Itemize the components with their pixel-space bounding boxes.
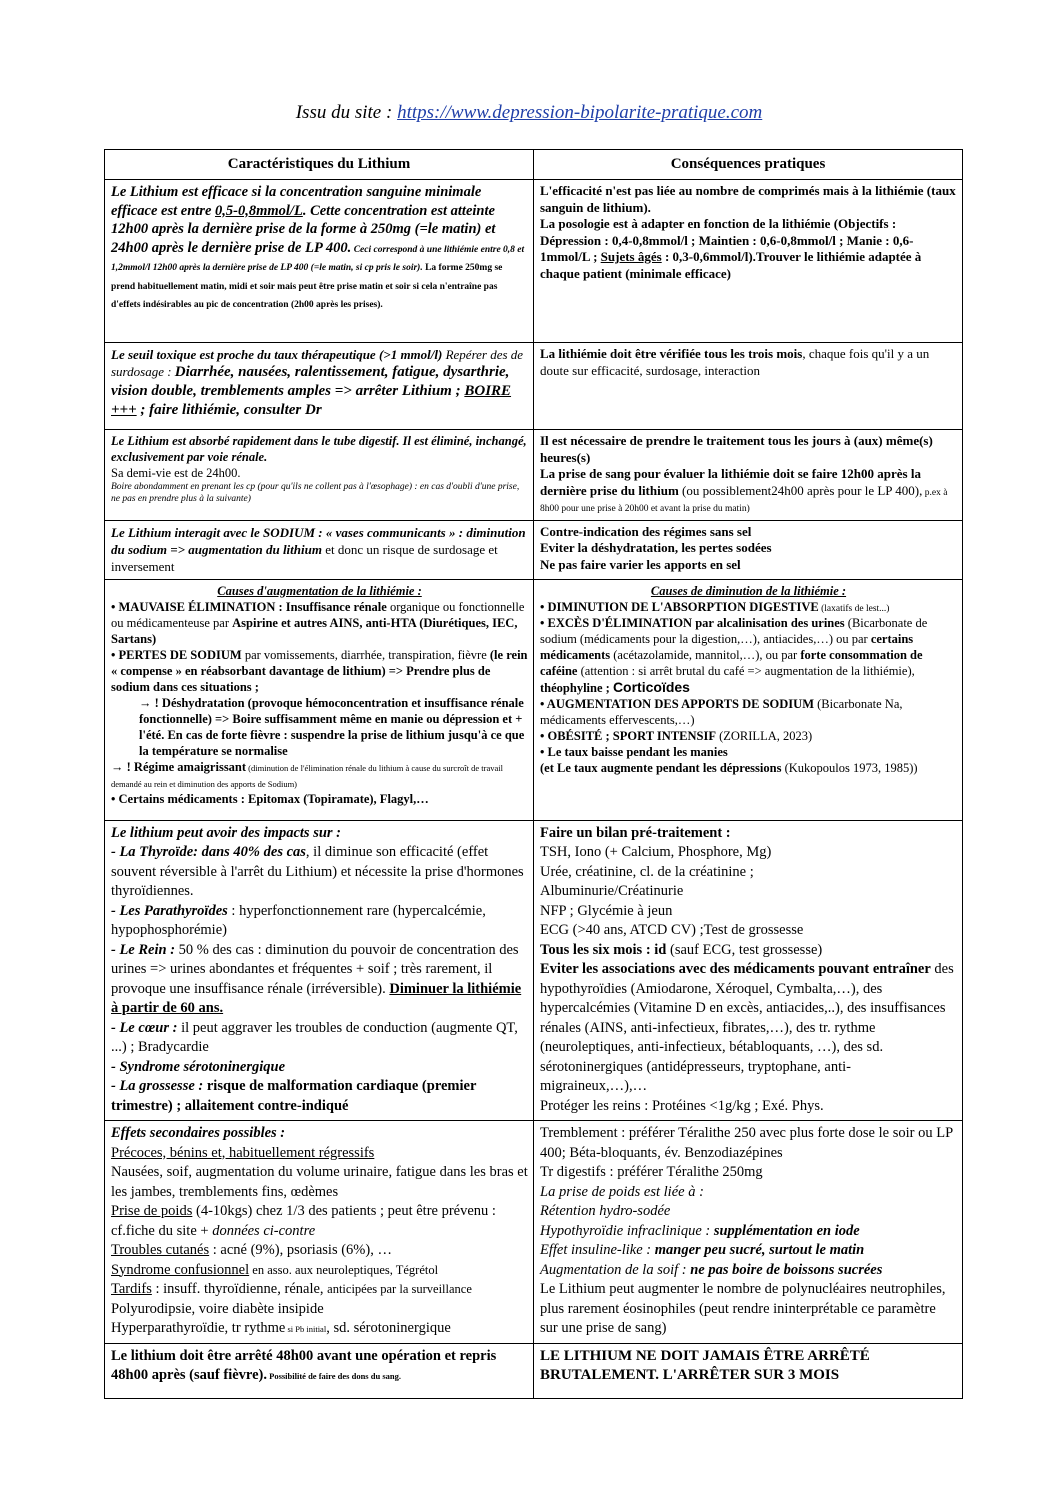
elderly-label: Sujets âgés <box>600 249 662 264</box>
sodium-intake-label: • AUGMENTATION DES APPORTS DE SODIUM <box>540 696 814 711</box>
lithium-table <box>104 149 963 1399</box>
blood-donation-note: Possibilité de faire des dons du sang. <box>267 1371 401 1381</box>
weight-gain-text: (4-10kgs) chez 1/3 des patients ; peut être prévenu : cf.fiche du site + <box>111 1203 496 1239</box>
side-effects-title: Effets secondaires possibles : <box>111 1125 286 1141</box>
obesity-ref: (ZORILLA, 2023) <box>715 728 813 743</box>
sodium-intake-text: (Bicarbonate Na, médicaments effervescents,…) <box>540 696 903 727</box>
cell-toxicity <box>105 343 534 430</box>
cell-impacts <box>105 820 534 1121</box>
decrease-causes-title: Causes de diminution de la lithiémie : <box>650 583 847 598</box>
heart-text: il peut aggraver les troubles de conduction (augmente QT, ...) ; Bradycardie <box>111 1019 518 1055</box>
late-effects-note: anticipées par la surveillance <box>327 1282 472 1296</box>
medications-text: • Certains médicaments : Epitomax (Topiramate), Flagyl,… <box>111 791 429 806</box>
poor-elimination-drugs: Aspirine et autres AINS, anti-HTA (Diurétiques, IEC, Sartans) <box>111 615 518 646</box>
table-row <box>105 343 963 430</box>
pretreatment-tsh: TSH, Iono (+ Calcium, Phosphore, Mg) <box>540 844 772 860</box>
parathyroid-text: : hyperfonctionnement rare (hypercalcémie, hypophosphorémie) <box>111 902 486 938</box>
cell-decrease-causes <box>534 579 963 820</box>
impacts-title: Le lithium peut avoir des impacts sur : <box>111 824 341 841</box>
theophylline-label: théophyline ; <box>540 680 613 695</box>
tremor-management: Tremblement : préférer Téralithe 250 avec plus forte dose le soir ou LP 400; Béta-bloquants, év. Benzodiazépines <box>540 1125 953 1161</box>
cell-pretreatment <box>534 820 963 1121</box>
sodium-consequence-1: Contre-indication des régimes sans sel <box>540 523 752 539</box>
efficacy-note: Ceci correspond à une lithiémie entre 0,8 et 1,2mmol/l 12h00 après la dernière prise de LP 400 (=le matin, si cp pris le soir). <box>111 244 525 273</box>
stop-warning-text: LE LITHIUM NE DOIT JAMAIS ÊTRE ARRÊTÉ BRUTALEMENT. L'ARRÊTER SUR 3 MOIS <box>540 1347 870 1383</box>
efficacy-range: 0,5-0,8mmol/L <box>215 202 303 219</box>
table-row <box>105 180 963 343</box>
parathyroid-label: - Les Parathyroïdes <box>111 902 228 919</box>
excess-elimination-label: • EXCÈS D'ÉLIMINATION par alcalinisation des urines <box>540 615 845 630</box>
blood-test-note: p.ex à 8h00 pour une prise à 20h00 et avant la prise du matin) <box>540 487 948 514</box>
efficacy-note-2: La forme 250mg se prend habituellement matin, midi et soir mais peut être prise matin et soir si cela n'entraîne pas d'effets indésirables au pic de concentration (2h00 après les prises). <box>111 263 503 310</box>
hyperpara-text: Hyperparathyroïdie, tr rythme <box>111 1320 286 1336</box>
sodium-loss-advice: (le rein « compense » en réabsorbant davantage de lithium) => Prendre plus de sodium dans ces situations ; <box>111 647 528 694</box>
kidney-text: 50 % des cas : diminution du pouvoir de concentration des urines => urines abondantes et fréquentes + soif ; très rarement, il provoque une insuffisance rénale (irréversible). <box>111 941 519 997</box>
insulin-label: Effet insuline-like : <box>540 1242 655 1258</box>
toxicity-signs-intro: Repérer des de surdosage : <box>111 347 524 379</box>
pretreatment-ecg: ECG (>40 ans, ATCD CV) ;Test de grossesse <box>540 922 804 938</box>
table-header-row <box>105 150 963 180</box>
sodium-loss-text: par vomissements, diarrhée, transpiration, fièvre <box>241 647 490 662</box>
header-consequences: Conséquences pratiques <box>534 150 963 180</box>
heart-label: - Le cœur : <box>111 1019 178 1036</box>
obesity-label: • OBÉSITÉ ; SPORT INTENSIF <box>540 728 716 743</box>
toxicity-text: Le seuil toxique est proche du taux thérapeutique (>1 mmol/l) <box>111 347 443 362</box>
sodium-loss-label: • PERTES DE SODIUM <box>111 647 242 662</box>
insulin-advice: manger peu sucré, surtout le matin <box>654 1242 865 1258</box>
confusion-label: Syndrome confusionnel <box>111 1261 250 1278</box>
early-effects-label: Précoces, bénins et, habituellement régressifs <box>111 1144 375 1161</box>
diet-note: (diminution de l'élimination rénale du lithium à cause du surcroît de travail demandé au rein et diminution des apports de Sodium) <box>111 762 503 789</box>
caffeine-label: forte consommation de caféine <box>540 647 923 678</box>
neutrophil-text: Le Lithium peut augmenter le nombre de polynucléaires neutrophiles, plus rarement éosinophiles (peut rendre ininterprétable ce paramètre sur une prise de sang) <box>540 1281 946 1336</box>
weight-gain-label: Prise de poids <box>111 1203 193 1219</box>
protect-kidneys-text: Protéger les reins : Protéines <1g/kg ; Exé. Phys. <box>540 1097 824 1114</box>
absorption-text: Le Lithium est absorbé rapidement dans le tube digestif. Il est éliminé, inchangé, exclusivement par voie rénale. <box>111 434 527 464</box>
sodium-text-2: et donc un risque de surdosage et inversement <box>111 541 498 574</box>
caffeine-text: (attention : si arrêt brutal du café => augmentation de la lithiémie), <box>577 663 915 678</box>
digestive-management: Tr digestifs : préférer Téralithe 250mg <box>540 1164 763 1180</box>
weight-gain-note: données ci-contre <box>212 1222 316 1239</box>
toxicity-signs: Diarrhée, nausées, ralentissement, fatigue, dysarthrie, vision double, tremblements amples => arrêter Lithium ; <box>111 364 510 399</box>
daily-intake-text: Il est nécessaire de prendre le traitement tous les jours à (aux) même(s) heures(s) <box>540 433 933 465</box>
hyperpara-text-2: , sd. sérotoninergique <box>326 1320 451 1336</box>
serotonin-label: - Syndrome sérotoninergique <box>111 1058 286 1075</box>
table-row <box>105 579 963 820</box>
water-retention-text: Rétention hydro-sodée <box>540 1203 671 1219</box>
absorption-decrease-note: (laxatifs de lest...) <box>818 603 890 614</box>
mania-text: • Le taux baisse pendant les manies <box>540 744 728 759</box>
six-months-label: Tous les six mois : id <box>540 941 667 958</box>
certain-drugs-text: (acétazolamide, mannitol,…), ou par <box>610 647 801 662</box>
thirst-label: Augmentation de la soif : <box>540 1261 691 1278</box>
poor-elimination-text: organique ou fonctionnelle ou médicamenteuse par <box>111 599 525 630</box>
surgery-text: Le lithium doit être arrêté 48h00 avant une opération et repris 48h00 après (sauf fièvre). <box>111 1347 497 1383</box>
hypothyroid-advice: supplémentation en iode <box>713 1222 860 1239</box>
table-row <box>105 1343 963 1398</box>
avoid-associations-text: des hypothyroïdies (Amiodarone, Xéroquel, Cymbalta,…), des hypercalcémies (Vitamine D en excès, antiacides,..), des insuffisances rénales (AINS, anti-infectieux, fibrates,…), des tr. rythme (neuroleptiques, anti-infectieux, bétabloquants, …), des sd. sérotoninergiques (antidépresseurs, tryptophane, anti-migraineux,…),… <box>540 961 954 1094</box>
source-link[interactable]: https://www.depression-bipolarite-pratique.com <box>397 102 763 123</box>
avoid-associations-label: Eviter les associations avec des médicaments pouvant entraîner <box>540 961 931 977</box>
hyperpara-note: si Pb initial <box>285 1324 327 1334</box>
cell-side-effects-management <box>534 1121 963 1344</box>
kidney-age-advice: Diminuer la lithiémie à partir de 60 ans. <box>111 980 522 1016</box>
excess-elimination-text: (Bicarbonate de sodium (médicaments pour la digestion,…), antiacides,…) ou par <box>540 615 928 646</box>
half-life-text: Sa demi-vie est de 24h00. <box>111 466 241 480</box>
table-row <box>105 820 963 1121</box>
weight-gain-causes-title: La prise de poids est liée à : <box>540 1183 704 1200</box>
efficacy-consequence-1: L'efficacité n'est pas liée au nombre de comprimés mais à la lithiémie (taux sanguin de lithium). <box>540 183 956 215</box>
early-effects-text: Nausées, soif, augmentation du volume urinaire, fatigue dans les bras et les jambes, tremblements fins, œdèmes <box>111 1164 528 1200</box>
cell-sodium-consequences <box>534 520 963 579</box>
absorption-note: Boire abondamment en prenant les cp (pour qu'ils ne collent pas à l'œsophage) : en cas d'oubli d'une prise, ne pas en prendre plus à la suivante) <box>111 482 520 504</box>
kidney-label: - Le Rein : <box>111 941 176 958</box>
table-row <box>105 520 963 579</box>
cell-sodium <box>105 520 534 579</box>
certain-drugs-label: certains médicaments <box>540 631 914 662</box>
pretreatment-nfp: NFP ; Glycémie à jeun <box>540 902 673 919</box>
blood-test-text: La prise de sang pour évaluer la lithiémie doit se faire 12h00 après la dernière prise du lithium <box>540 466 921 498</box>
late-effects-label: Tardifs <box>111 1281 152 1297</box>
diet-label: → ! Régime amaigrissant <box>111 759 247 774</box>
cell-side-effects <box>105 1121 534 1344</box>
polyuria-text: Polyurodipsie, voire diabète insipide <box>111 1300 324 1317</box>
drink-emphasis: BOIRE +++ <box>111 383 512 418</box>
efficacy-text: Le Lithium est efficace si la concentration sanguine minimale efficace est entre <box>111 184 482 219</box>
toxicity-action: ; faire lithiémie, consulter Dr <box>136 402 322 418</box>
posology-text-2: : 0,3-0,6mmol/l).Trouver le lithiémie adaptée à chaque patient (minimale efficace) <box>540 249 922 281</box>
blood-test-text-2: (ou possiblement24h00 après pour le LP 400), <box>678 482 923 498</box>
late-effects-text: : insuff. thyroïdienne, rénale, <box>151 1281 328 1297</box>
posology-text: La posologie est à adapter en fonction de la lithiémie (Objectifs : Dépression : 0,4-0,8mmol/l ; Maintien : 0,6-0,8mmol/l ; Manie : 0,6-1mmol/L ; <box>540 216 914 264</box>
monitoring-text: La lithiémie doit être vérifiée tous les trois mois <box>540 346 803 361</box>
cell-absorption <box>105 430 534 521</box>
table-row <box>105 430 963 521</box>
thyroid-label: - La Thyroïde: dans 40% des cas <box>111 844 306 860</box>
cell-efficacy-consequences <box>534 180 963 343</box>
thyroid-text: , il diminue son efficacité (effet souvent réversible à l'arrêt du Lithium) et nécessite la prise d'hormones thyroïdiennes. <box>111 844 524 899</box>
six-months-text: (sauf ECG, test grossesse) <box>666 941 823 958</box>
depression-ref: (Kukopoulos 1973, 1985)) <box>781 760 918 775</box>
sodium-consequence-3: Ne pas faire varier les apports en sel <box>540 556 741 572</box>
source-prefix: Issu du site : <box>295 102 398 123</box>
cell-daily-intake <box>534 430 963 521</box>
cell-efficacy <box>105 180 534 343</box>
sodium-consequence-2: Eviter la déshydratation, les pertes sodées <box>540 540 772 555</box>
sodium-text: Le Lithium interagit avec le SODIUM : « vases communicants » : diminution du sodium => augmentation du lithium <box>111 524 526 557</box>
thirst-advice: ne pas boire de boissons sucrées <box>690 1261 883 1278</box>
skin-text: : acné (9%), psoriasis (6%), … <box>209 1242 392 1258</box>
absorption-decrease-label: • DIMINUTION DE L'ABSORPTION DIGESTIVE <box>540 599 819 614</box>
depression-text: (et Le taux augmente pendant les dépressions <box>540 760 782 775</box>
corticoids-label: Corticoïdes <box>612 678 690 695</box>
pregnancy-text: risque de malformation cardiaque (premier trimestre) ; allaitement contre-indiqué <box>111 1078 477 1114</box>
pretreatment-urea: Urée, créatinine, cl. de la créatinine ; <box>540 863 754 880</box>
poor-elimination-label: • MAUVAISE ÉLIMINATION : Insuffisance rénale <box>111 599 387 614</box>
pretreatment-title: Faire un bilan pré-traitement : <box>540 824 731 841</box>
increase-causes-title: Causes d'augmentation de la lithiémie : <box>217 583 422 598</box>
pregnancy-label: - La grossesse : <box>111 1078 204 1094</box>
dehydration-text: → ! Déshydratation (provoque hémoconcentration et insuffisance rénale fonctionnelle) => Boire suffisamment même en manie ou dépression et + l'été. En cas de forte fièvre : suspendre la prise de lithium jusqu'à ce que la température se normalise <box>139 695 525 758</box>
efficacy-text-2: . Cette concentration est atteinte 12h00 après la dernière prise de la forme à 250mg (=le matin) et 24h00 après le dernière prise de LP 400. <box>111 202 496 256</box>
table-row <box>105 1121 963 1344</box>
cell-monitoring <box>534 343 963 430</box>
skin-label: Troubles cutanés <box>111 1242 210 1258</box>
cell-stop-warning <box>534 1343 963 1398</box>
monitoring-text-2: , chaque fois qu'il y a un doute sur efficacité, surdosage, interaction <box>540 346 930 378</box>
cell-increase-causes <box>105 579 534 820</box>
cell-surgery <box>105 1343 534 1398</box>
source-line <box>0 102 1058 124</box>
header-characteristics: Caractéristiques du Lithium <box>105 150 534 180</box>
confusion-text: en asso. aux neuroleptiques, Tégrétol <box>249 1262 439 1277</box>
hypothyroid-label: Hypothyroïdie infraclinique : <box>540 1222 714 1239</box>
pretreatment-albumin: Albuminurie/Créatinurie <box>540 883 684 899</box>
